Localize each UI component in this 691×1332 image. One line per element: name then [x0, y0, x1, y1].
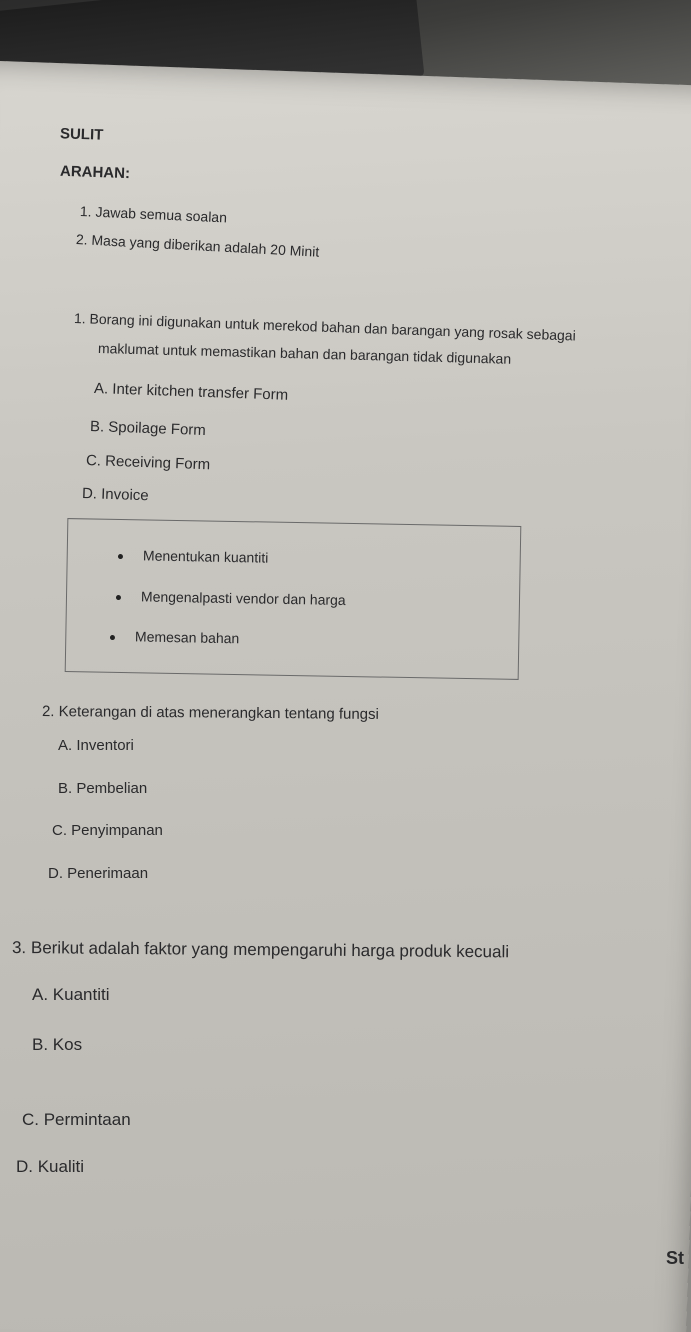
question-3-option-d[interactable]: D. Kualiti	[16, 1157, 85, 1176]
question-2: 2. Keterangan di atas menerangkan tentang fungsi	[41, 703, 379, 723]
bullet-icon	[116, 595, 121, 600]
question-3-option-b[interactable]: B. Kos	[32, 1035, 83, 1054]
question-1-option-d[interactable]: D. Invoice	[81, 485, 149, 505]
box-item-1	[118, 547, 269, 566]
question-3-option-c[interactable]: C. Permintaan	[22, 1110, 131, 1129]
box-item-2-text: Mengenalpasti vendor dan harga	[140, 588, 346, 609]
arahan-heading: ARAHAN:	[59, 162, 131, 183]
question-1-option-b[interactable]: B. Spoilage Form	[89, 418, 207, 440]
corner-text: St	[666, 1248, 684, 1268]
question-3: 3. Berikut adalah faktor yang mempengaruhi harga produk kecuali	[11, 938, 510, 962]
sulit-label: SULIT	[59, 125, 104, 144]
question-1-line-1: 1. Borang ini digunakan untuk merekod bahan dan barangan yang rosak sebagai	[73, 310, 577, 344]
question-2-option-d[interactable]: D. Penerimaan	[48, 865, 149, 882]
bullet-icon	[110, 635, 115, 640]
bullet-icon	[118, 554, 123, 559]
instruction-2: 2. Masa yang diberikan adalah 20 Minit	[75, 231, 320, 260]
instruction-1: 1. Jawab semua soalan	[79, 203, 228, 226]
box-item-1-text: Menentukan kuantiti	[142, 547, 269, 566]
question-1-option-c[interactable]: C. Receiving Form	[85, 452, 211, 474]
question-1-line-2: maklumat untuk memastikan bahan dan barangan tidak digunakan	[97, 340, 512, 367]
question-2-option-b[interactable]: B. Pembelian	[58, 780, 148, 797]
question-3-option-a[interactable]: A. Kuantiti	[32, 985, 110, 1004]
question-1-option-a[interactable]: A. Inter kitchen transfer Form	[93, 380, 289, 404]
box-item-3	[110, 628, 240, 646]
box-item-3-text: Memesan bahan	[134, 628, 240, 647]
question-2-option-c[interactable]: C. Penyimpanan	[52, 822, 163, 839]
exam-paper	[0, 60, 691, 1332]
question-2-option-a[interactable]: A. Inventori	[58, 737, 134, 754]
